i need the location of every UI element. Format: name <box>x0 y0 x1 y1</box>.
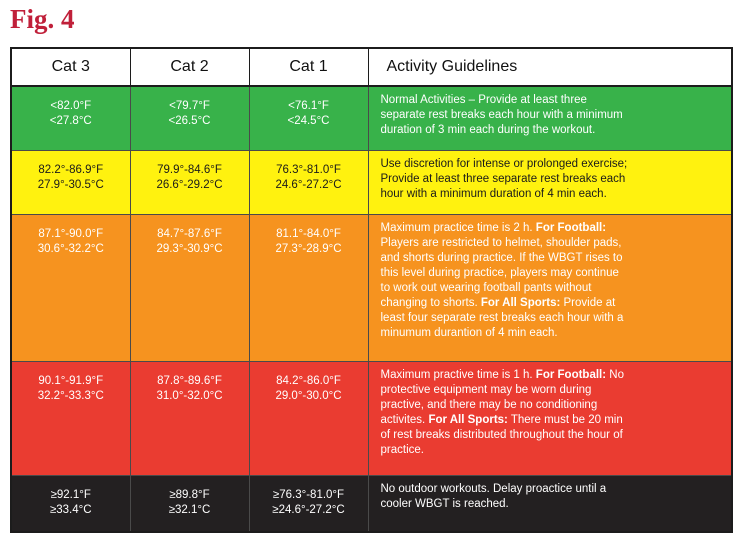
cat2-cell <box>130 475 249 532</box>
cat3-cell <box>11 361 130 475</box>
cat3-cell <box>11 475 130 532</box>
table-row <box>11 150 732 214</box>
guideline-line: Provide at least three separate rest breaks each <box>380 172 626 185</box>
all-sports-label: For All Sports: <box>428 413 508 426</box>
cat1-cell <box>249 361 368 475</box>
temp-f: <82.0°F <box>50 100 92 112</box>
temp-c: 29.0°-30.0°C <box>275 389 342 402</box>
temp-f: <79.7°F <box>169 100 210 112</box>
temp-c: 29.3°-30.9°C <box>156 242 223 255</box>
guideline-cell <box>368 86 732 150</box>
temp-c: 32.2°-33.3°C <box>37 389 104 402</box>
temp-c: ≥24.6°-27.2°C <box>272 503 345 516</box>
all-sports-label: For All Sports: <box>480 296 561 309</box>
temp-c: ≥33.4°C <box>49 503 92 516</box>
header-cat1: Cat 1 <box>249 48 368 86</box>
guideline-cell <box>368 361 732 475</box>
guideline-line: protective equipment may be worn during <box>380 383 592 396</box>
guideline-cell <box>368 475 732 532</box>
guideline-line: separate rest breaks each hour with a minimum <box>380 109 623 121</box>
guideline-line: Normal Activities – Provide at least three <box>380 94 587 106</box>
temp-f: 87.1°-90.0°F <box>38 227 104 240</box>
temp-f: 84.2°-86.0°F <box>276 374 341 387</box>
guideline-line: practice. <box>380 443 424 456</box>
temp-f: <76.1°F <box>288 100 329 112</box>
guideline-line: least four separate rest breaks each hour with a <box>380 311 624 324</box>
cat3-cell <box>11 150 130 214</box>
guideline-line <box>381 296 722 311</box>
cat1-cell <box>249 214 368 361</box>
temp-c: 30.6°-32.2°C <box>37 242 104 255</box>
table-row <box>11 214 732 361</box>
guideline-text: Maximum practice time is 2 h. <box>380 221 536 234</box>
guideline-line <box>381 368 722 383</box>
temp-f: 81.1°-84.0°F <box>276 227 341 240</box>
temp-c: 27.3°-28.9°C <box>275 242 342 255</box>
guideline-line: No outdoor workouts. Delay proactice until a <box>380 482 607 495</box>
table-row <box>11 361 732 475</box>
guideline-text: changing to shorts. <box>380 296 481 309</box>
temp-c: <26.5°C <box>168 115 211 127</box>
temp-f: 76.3°-81.0°F <box>276 163 341 176</box>
table-header-row <box>11 48 732 86</box>
guideline-line: duration of 3 min each during the workout. <box>380 124 596 136</box>
guideline-line <box>381 221 722 236</box>
temp-c: 26.6°-29.2°C <box>156 178 223 191</box>
cat1-cell <box>249 475 368 532</box>
cat2-cell <box>130 214 249 361</box>
cat3-cell <box>11 86 130 150</box>
guideline-cell <box>368 150 732 214</box>
header-cat3: Cat 3 <box>11 48 130 86</box>
temp-f: 82.2°-86.9°F <box>38 163 104 176</box>
temp-c: 27.9°-30.5°C <box>37 178 104 191</box>
guideline-text: activites. <box>380 413 429 426</box>
cat2-cell <box>130 150 249 214</box>
temp-c: <27.8°C <box>49 115 92 127</box>
header-activity-guidelines: Activity Guidelines <box>368 48 732 86</box>
guideline-cell <box>368 214 732 361</box>
temp-c: 31.0°-32.0°C <box>156 389 223 402</box>
guideline-text: No <box>606 368 624 381</box>
temp-f: ≥89.8°F <box>169 488 210 501</box>
guideline-text: Maximum practive time is 1 h. <box>380 368 536 381</box>
guideline-line: Use discretion for intense or prolonged exercise; <box>380 157 628 170</box>
temp-f: 87.8°-89.6°F <box>157 374 222 387</box>
header-cat2: Cat 2 <box>130 48 249 86</box>
cat2-cell <box>130 361 249 475</box>
cat3-cell <box>11 214 130 361</box>
guideline-line: of rest breaks distributed throughout the hour of <box>380 428 623 441</box>
cat1-cell <box>249 150 368 214</box>
temp-f: 90.1°-91.9°F <box>38 374 104 387</box>
wbgt-activity-table <box>10 47 733 533</box>
temp-c: ≥32.1°C <box>168 503 211 516</box>
guideline-line <box>381 413 722 428</box>
guideline-line: minumum durantion of 4 min each. <box>380 326 558 339</box>
table-row <box>11 86 732 150</box>
guideline-line: practive, and there may be no conditioning <box>380 398 598 411</box>
guideline-line: cooler WBGT is reached. <box>380 497 509 510</box>
table-row <box>11 475 732 532</box>
guideline-line: hour with a minimum duration of 4 min each. <box>380 187 607 200</box>
cat1-cell <box>249 86 368 150</box>
figure-title: Fig. 4 <box>10 4 75 34</box>
temp-c: <24.5°C <box>287 115 330 127</box>
temp-f: 79.9°-84.6°F <box>157 163 222 176</box>
guideline-line: this level during practice, players may continue <box>380 266 619 279</box>
football-label: For Football: <box>535 221 607 234</box>
guideline-text: Provide at <box>560 296 616 309</box>
guideline-line: Players are restricted to helmet, shoulder pads, <box>380 236 622 249</box>
guideline-text: There must be 20 min <box>507 413 623 426</box>
guideline-line: to work out wearing football pants without <box>380 281 592 294</box>
temp-f: ≥76.3°-81.0°F <box>272 488 345 501</box>
temp-f: 84.7°-87.6°F <box>157 227 222 240</box>
football-label: For Football: <box>535 368 607 381</box>
guideline-line: and shorts during practice. If the WBGT rises to <box>380 251 623 264</box>
cat2-cell <box>130 86 249 150</box>
temp-c: 24.6°-27.2°C <box>275 178 342 191</box>
temp-f: ≥92.1°F <box>50 488 91 501</box>
